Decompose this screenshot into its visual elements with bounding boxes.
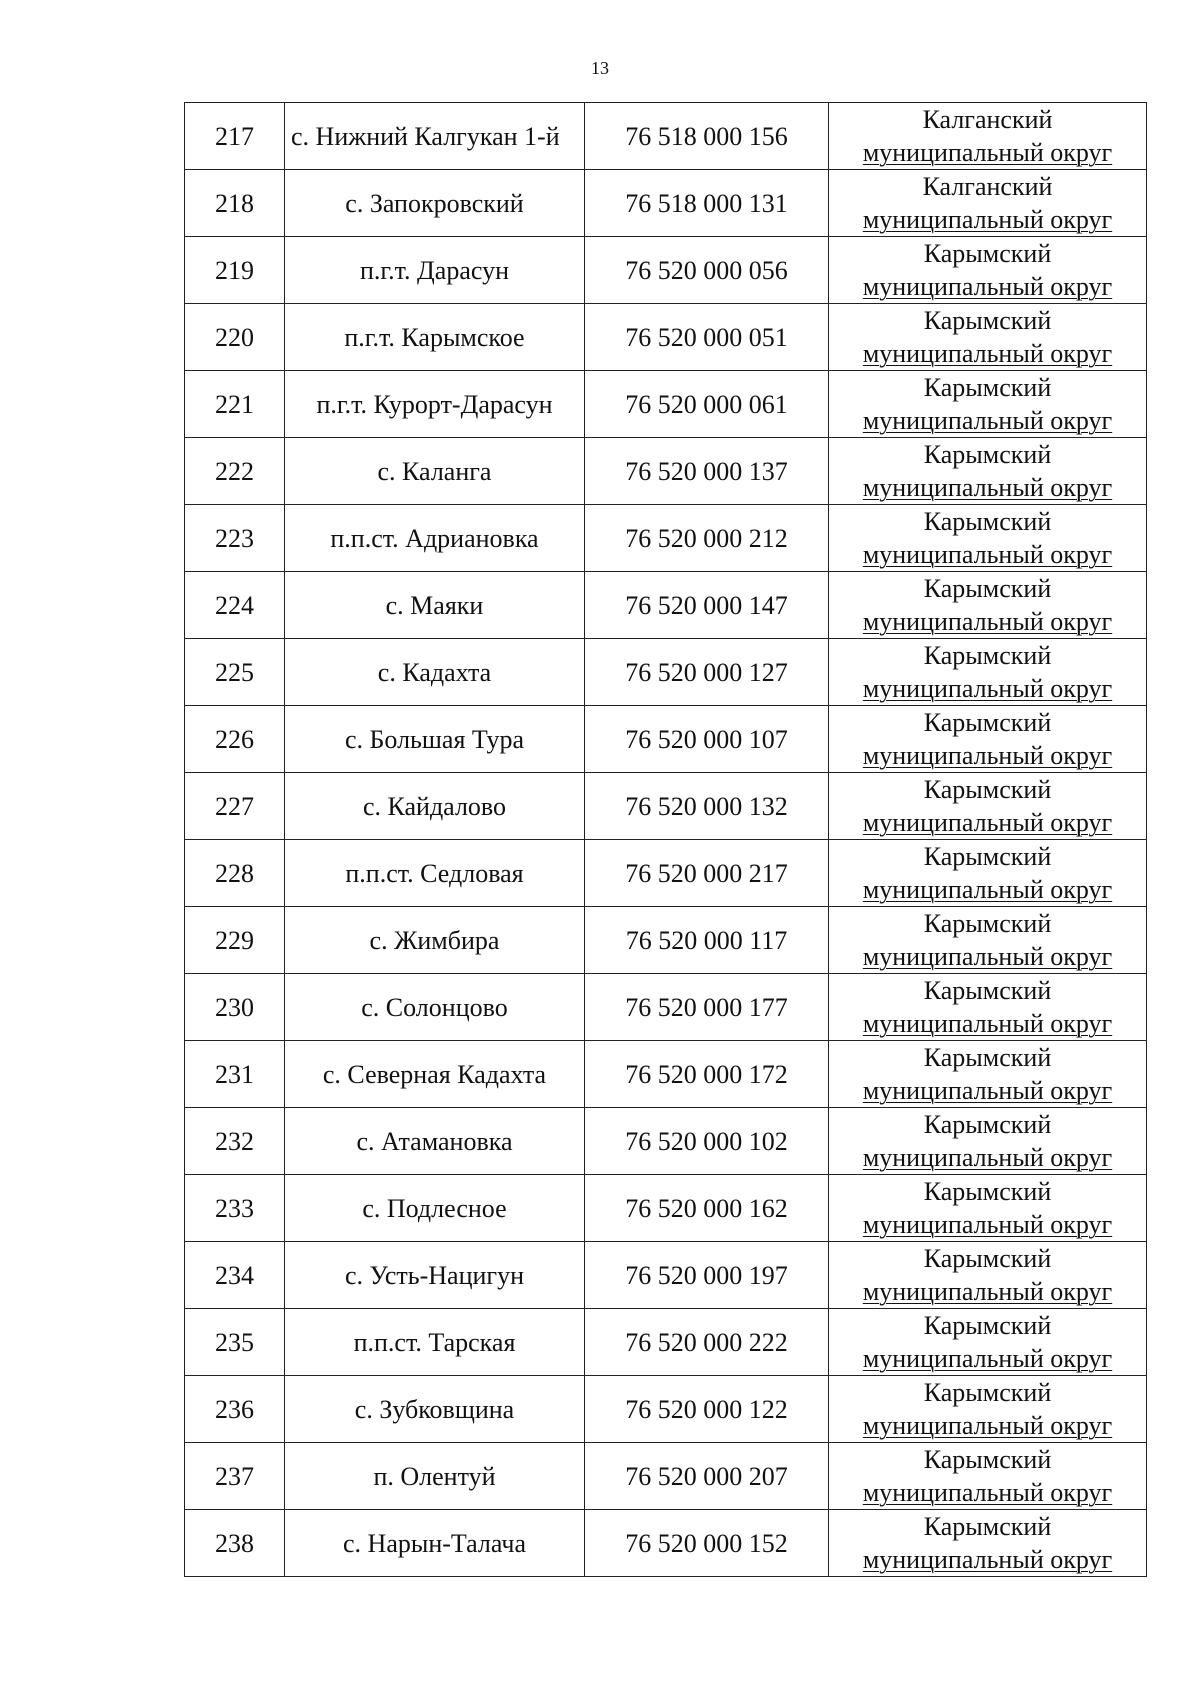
row-number-cell: 218 xyxy=(185,170,285,237)
oktmo-code-cell: 76 520 000 061 xyxy=(585,371,829,438)
row-number-cell: 225 xyxy=(185,639,285,706)
table-row xyxy=(185,840,1147,907)
page-number: 13 xyxy=(591,58,609,78)
district-name: Карымский xyxy=(923,1445,1052,1474)
settlement-name-cell: с. Жимбира xyxy=(285,907,585,974)
district-cell xyxy=(829,773,1147,840)
table-row xyxy=(185,438,1147,505)
district-name: Карымский xyxy=(923,1512,1052,1541)
settlement-name-cell: с. Нижний Калгукан 1-й xyxy=(285,103,585,170)
district-cell xyxy=(829,1510,1147,1577)
district-type: муниципальный округ xyxy=(862,1344,1113,1373)
district-type: муниципальный округ xyxy=(862,1411,1113,1440)
district-type: муниципальный округ xyxy=(862,674,1113,703)
settlement-name-cell: п.п.ст. Седловая xyxy=(285,840,585,907)
row-number-cell: 228 xyxy=(185,840,285,907)
oktmo-code-cell: 76 520 000 147 xyxy=(585,572,829,639)
oktmo-code-cell: 76 518 000 131 xyxy=(585,170,829,237)
row-number-cell: 238 xyxy=(185,1510,285,1577)
district-cell xyxy=(829,1242,1147,1309)
district-cell xyxy=(829,371,1147,438)
district-name: Калганский xyxy=(922,105,1053,134)
district-name: Карымский xyxy=(923,507,1052,536)
table-row xyxy=(185,1041,1147,1108)
district-cell xyxy=(829,974,1147,1041)
row-number-cell: 236 xyxy=(185,1376,285,1443)
district-name: Карымский xyxy=(923,239,1052,268)
table-row xyxy=(185,505,1147,572)
oktmo-code-cell: 76 520 000 056 xyxy=(585,237,829,304)
settlement-name-cell: п. Олентуй xyxy=(285,1443,585,1510)
district-name: Карымский xyxy=(923,1177,1052,1206)
settlement-name-cell: с. Нарын-Талача xyxy=(285,1510,585,1577)
district-type: муниципальный округ xyxy=(862,875,1113,904)
district-name: Карымский xyxy=(923,373,1052,402)
district-name: Карымский xyxy=(923,775,1052,804)
district-cell xyxy=(829,1376,1147,1443)
district-type: муниципальный округ xyxy=(862,942,1113,971)
district-type: муниципальный округ xyxy=(862,205,1113,234)
district-cell xyxy=(829,1041,1147,1108)
oktmo-code-cell: 76 520 000 222 xyxy=(585,1309,829,1376)
district-type: муниципальный округ xyxy=(862,473,1113,502)
row-number-cell: 229 xyxy=(185,907,285,974)
district-name: Карымский xyxy=(923,306,1052,335)
oktmo-code-cell: 76 520 000 122 xyxy=(585,1376,829,1443)
settlement-name-cell: с. Кайдалово xyxy=(285,773,585,840)
district-cell xyxy=(829,1175,1147,1242)
settlement-name-cell: с. Каланга xyxy=(285,438,585,505)
district-type: муниципальный округ xyxy=(862,808,1113,837)
oktmo-code-cell: 76 520 000 207 xyxy=(585,1443,829,1510)
district-type: муниципальный округ xyxy=(862,339,1113,368)
district-cell xyxy=(829,438,1147,505)
district-type: муниципальный округ xyxy=(862,1076,1113,1105)
oktmo-code-cell: 76 520 000 051 xyxy=(585,304,829,371)
oktmo-code-cell: 76 520 000 127 xyxy=(585,639,829,706)
oktmo-code-cell: 76 520 000 172 xyxy=(585,1041,829,1108)
district-type: муниципальный округ xyxy=(862,540,1113,569)
table-row xyxy=(185,170,1147,237)
district-type: муниципальный округ xyxy=(862,607,1113,636)
district-cell xyxy=(829,237,1147,304)
district-type: муниципальный округ xyxy=(862,741,1113,770)
district-name: Карымский xyxy=(923,1043,1052,1072)
settlement-name-cell: с. Кадахта xyxy=(285,639,585,706)
oktmo-code-cell: 76 520 000 107 xyxy=(585,706,829,773)
row-number-cell: 223 xyxy=(185,505,285,572)
district-name: Карымский xyxy=(923,574,1052,603)
district-name: Карымский xyxy=(923,1244,1052,1273)
district-cell xyxy=(829,840,1147,907)
row-number-cell: 237 xyxy=(185,1443,285,1510)
district-type: муниципальный округ xyxy=(862,1143,1113,1172)
settlement-name-cell: с. Подлесное xyxy=(285,1175,585,1242)
settlement-name-cell: с. Зубковщина xyxy=(285,1376,585,1443)
district-name: Карымский xyxy=(923,440,1052,469)
row-number-cell: 222 xyxy=(185,438,285,505)
oktmo-code-cell: 76 520 000 162 xyxy=(585,1175,829,1242)
oktmo-code-cell: 76 520 000 197 xyxy=(585,1242,829,1309)
district-cell xyxy=(829,1108,1147,1175)
district-name: Карымский xyxy=(923,708,1052,737)
table-row xyxy=(185,1108,1147,1175)
table-row xyxy=(185,572,1147,639)
district-cell xyxy=(829,1443,1147,1510)
row-number-cell: 219 xyxy=(185,237,285,304)
row-number-cell: 221 xyxy=(185,371,285,438)
oktmo-code-cell: 76 520 000 102 xyxy=(585,1108,829,1175)
district-type: муниципальный округ xyxy=(862,1009,1113,1038)
district-name: Карымский xyxy=(923,976,1052,1005)
oktmo-code-cell: 76 518 000 156 xyxy=(585,103,829,170)
settlements-table-body xyxy=(185,103,1147,1577)
oktmo-code-cell: 76 520 000 152 xyxy=(585,1510,829,1577)
district-name: Калганский xyxy=(922,172,1053,201)
table-row xyxy=(185,103,1147,170)
row-number-cell: 235 xyxy=(185,1309,285,1376)
settlement-name-cell: с. Запокровский xyxy=(285,170,585,237)
district-cell xyxy=(829,639,1147,706)
district-name: Карымский xyxy=(923,909,1052,938)
oktmo-code-cell: 76 520 000 177 xyxy=(585,974,829,1041)
row-number-cell: 230 xyxy=(185,974,285,1041)
district-name: Карымский xyxy=(923,1378,1052,1407)
settlement-name-cell: п.г.т. Курорт-Дарасун xyxy=(285,371,585,438)
district-type: муниципальный округ xyxy=(862,406,1113,435)
settlement-name-cell: п.п.ст. Адриановка xyxy=(285,505,585,572)
table-row xyxy=(185,1242,1147,1309)
table-row xyxy=(185,639,1147,706)
table-row xyxy=(185,371,1147,438)
row-number-cell: 234 xyxy=(185,1242,285,1309)
district-type: муниципальный округ xyxy=(862,1210,1113,1239)
oktmo-code-cell: 76 520 000 212 xyxy=(585,505,829,572)
table-row xyxy=(185,237,1147,304)
district-type: муниципальный округ xyxy=(862,272,1113,301)
table-row xyxy=(185,1376,1147,1443)
district-name: Карымский xyxy=(923,1110,1052,1139)
settlement-name-cell: с. Северная Кадахта xyxy=(285,1041,585,1108)
oktmo-code-cell: 76 520 000 217 xyxy=(585,840,829,907)
oktmo-code-cell: 76 520 000 137 xyxy=(585,438,829,505)
settlement-name-cell: с. Большая Тура xyxy=(285,706,585,773)
table-row xyxy=(185,974,1147,1041)
oktmo-code-cell: 76 520 000 117 xyxy=(585,907,829,974)
oktmo-code-cell: 76 520 000 132 xyxy=(585,773,829,840)
row-number-cell: 233 xyxy=(185,1175,285,1242)
table-row xyxy=(185,304,1147,371)
table-row xyxy=(185,1510,1147,1577)
district-cell xyxy=(829,304,1147,371)
district-type: муниципальный округ xyxy=(862,1478,1113,1507)
row-number-cell: 227 xyxy=(185,773,285,840)
district-type: муниципальный округ xyxy=(862,138,1113,167)
row-number-cell: 220 xyxy=(185,304,285,371)
settlement-name-cell: с. Маяки xyxy=(285,572,585,639)
row-number-cell: 224 xyxy=(185,572,285,639)
district-cell xyxy=(829,170,1147,237)
district-cell xyxy=(829,706,1147,773)
row-number-cell: 232 xyxy=(185,1108,285,1175)
settlement-name-cell: с. Солонцово xyxy=(285,974,585,1041)
district-name: Карымский xyxy=(923,1311,1052,1340)
table-row xyxy=(185,907,1147,974)
table-row xyxy=(185,1309,1147,1376)
district-cell xyxy=(829,572,1147,639)
district-cell xyxy=(829,103,1147,170)
district-type: муниципальный округ xyxy=(862,1545,1113,1574)
table-row xyxy=(185,706,1147,773)
row-number-cell: 226 xyxy=(185,706,285,773)
settlement-name-cell: с. Атамановка xyxy=(285,1108,585,1175)
district-cell xyxy=(829,505,1147,572)
settlements-table xyxy=(184,102,1147,1577)
district-cell xyxy=(829,907,1147,974)
district-name: Карымский xyxy=(923,641,1052,670)
settlement-name-cell: с. Усть-Нацигун xyxy=(285,1242,585,1309)
table-row xyxy=(185,1443,1147,1510)
row-number-cell: 231 xyxy=(185,1041,285,1108)
district-name: Карымский xyxy=(923,842,1052,871)
row-number-cell: 217 xyxy=(185,103,285,170)
district-type: муниципальный округ xyxy=(862,1277,1113,1306)
settlement-name-cell: п.г.т. Дарасун xyxy=(285,237,585,304)
district-cell xyxy=(829,1309,1147,1376)
settlement-name-cell: п.п.ст. Тарская xyxy=(285,1309,585,1376)
table-row xyxy=(185,1175,1147,1242)
settlement-name-cell: п.г.т. Карымское xyxy=(285,304,585,371)
table-row xyxy=(185,773,1147,840)
